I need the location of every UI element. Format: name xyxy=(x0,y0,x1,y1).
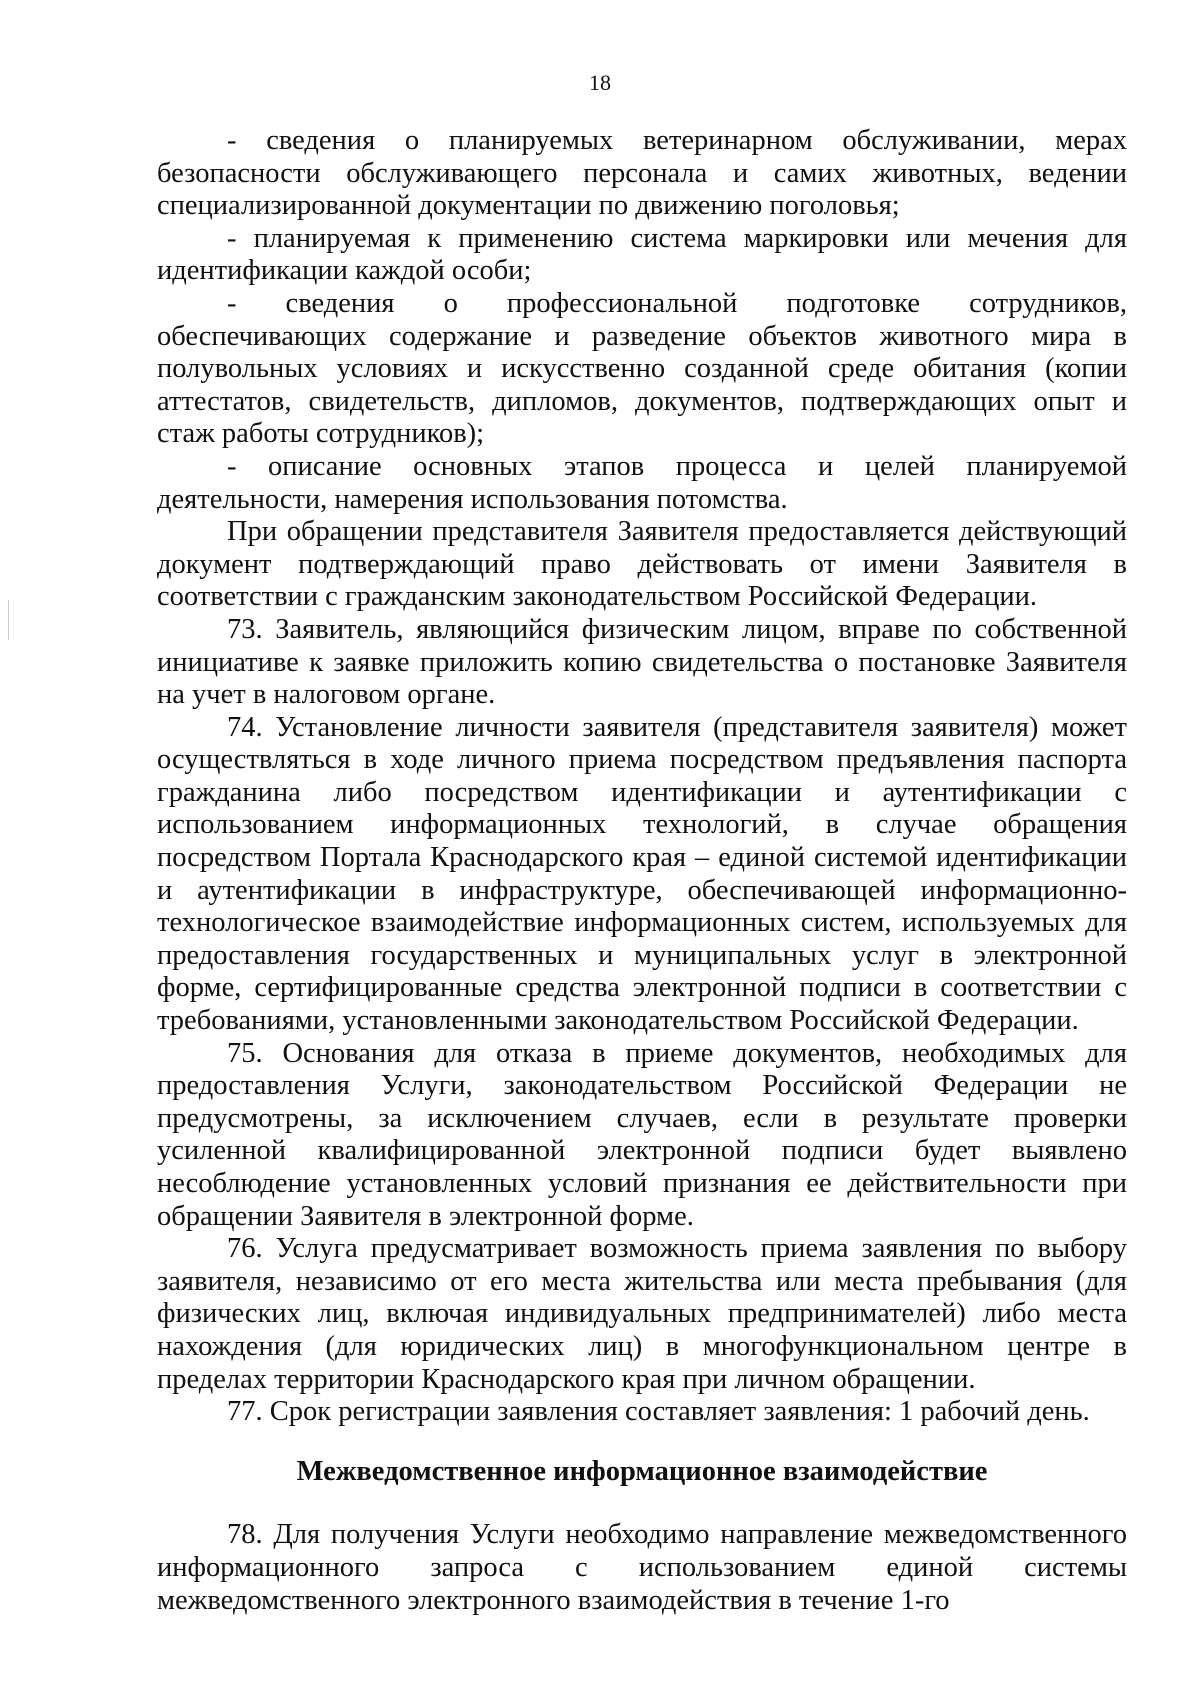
paragraph-74: 74. Установление личности заявителя (представителя заявителя) может осуществляться в ходе личного приема посредством предъявления паспорта гражданина либо посредством идентификации и аутентификации с использованием информационных технологий, в случае обращения посредством Портала Краснодарского края – единой системой идентификации и аутентификации в инфраструктуре, обеспечивающей информационно-технологическое взаимодействие информационных систем, используемых для предоставления государственных и муниципальных услуг в электронной форме, сертифицированные средства электронной подписи в соответствии с требованиями, установленными законодательством Российской Федерации. xyxy=(157,711,1127,1037)
paragraph-representative-document: При обращении представителя Заявителя предоставляется действующий документ подтверждающий право действовать от имени Заявителя в соответствии с гражданским законодательством Российской Федерации. xyxy=(157,516,1127,613)
paragraph-75: 75. Основания для отказа в приеме документов, необходимых для предоставления Услуги, законодательством Российской Федерации не предусмотрены, за исключением случаев, если в результате проверки усиленной квалифицированной электронной подписи будет выявлено несоблюдение установленных условий признания ее действительности при обращении Заявителя в электронной форме. xyxy=(157,1037,1127,1232)
paragraph-77: 77. Срок регистрации заявления составляет заявления: 1 рабочий день. xyxy=(227,1396,1090,1428)
paragraph-veterinary-info: - сведения о планируемых ветеринарном обслуживании, мерах безопасности обслуживающего персонала и самих животных, ведении специализированной документации по движению поголовья; xyxy=(157,125,1127,222)
scan-margin-mark xyxy=(8,600,9,640)
paragraph-staff-training: - сведения о профессиональной подготовке сотрудников, обеспечивающих содержание и разведение объектов животного мира в полувольных условиях и искусственно созданной среде обитания (копии аттестатов, свидетельств, дипломов, документов, подтверждающих опыт и стаж работы сотрудников); xyxy=(157,287,1127,450)
paragraph-76: 76. Услуга предусматривает возможность приема заявления по выбору заявителя, независимо от его места жительства или места пребывания (для физических лиц, включая индивидуальных предпринимателей) либо места нахождения (для юридических лиц) в многофункциональном центре в пределах территории Краснодарского края при личном обращении. xyxy=(157,1233,1127,1395)
paragraph-78: 78. Для получения Услуги необходимо направление межведомственного информационного запроса с использованием единой системы межведомственного электронного взаимодействия в течение 1-го xyxy=(157,1519,1127,1616)
page-number: 18 xyxy=(589,70,611,95)
paragraph-activity-description: - описание основных этапов процесса и целей планируемой деятельности, намерения использования потомства. xyxy=(157,450,1127,515)
paragraph-73: 73. Заявитель, являющийся физическим лицом, вправе по собственной инициативе к заявке приложить копию свидетельства о постановке Заявителя на учет в налоговом органе. xyxy=(157,613,1127,711)
paragraph-marking-system: - планируемая к применению система маркировки или мечения для идентификации каждой особи; xyxy=(157,222,1127,287)
document-body xyxy=(157,125,1127,1617)
section-heading: Межведомственное информационное взаимодействие xyxy=(296,1455,988,1487)
